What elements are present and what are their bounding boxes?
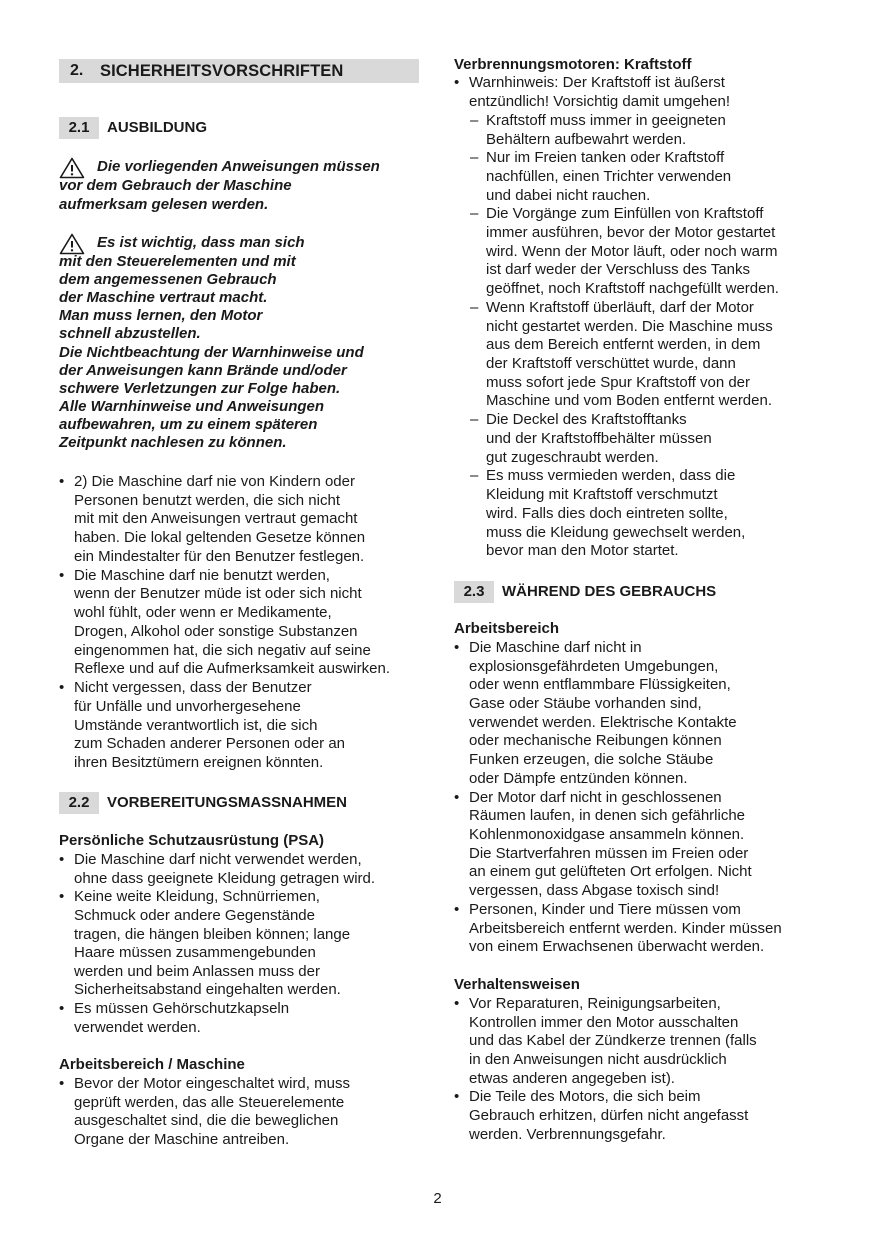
dash-marker: – (470, 411, 479, 428)
warning-text-line: schnell abzustellen. (59, 325, 201, 342)
subsection-title: AUSBILDUNG (107, 119, 207, 136)
warning-text-line: vor dem Gebrauch der Maschine (59, 177, 292, 194)
list-item: Schmuck oder andere Gegenstände (74, 907, 315, 924)
bullet-marker: • (454, 639, 460, 656)
list-item: Maschine und vom Boden entfernt werden. (486, 392, 773, 409)
list-item: ein Mindestalter für den Benutzer festlegen. (74, 548, 365, 565)
bullet-marker: • (454, 901, 460, 918)
warning-triangle-icon (59, 157, 85, 179)
list-item: Funken erzeugen, die solche Stäube (469, 751, 714, 768)
list-item: verwendet werden. Elektrische Kontakte (469, 714, 737, 731)
list-item: Die Maschine darf nicht verwendet werden, (74, 851, 362, 868)
subsection-number: 2.1 (59, 117, 99, 139)
bullet-marker: • (454, 1088, 460, 1105)
subsection-number: 2.3 (454, 581, 494, 603)
list-item: Gebrauch erhitzen, dürfen nicht angefasst (469, 1107, 749, 1124)
warning-text-line: der Maschine vertraut macht. (59, 289, 268, 306)
list-item: etwas anderen angegeben ist). (469, 1070, 675, 1087)
list-item: Räumen laufen, in denen sich gefährliche (469, 807, 746, 824)
list-item: wenn der Benutzer müde ist oder sich nicht (74, 585, 362, 602)
subsection-title: VORBEREITUNGSMASSNAHMEN (107, 794, 348, 811)
behaviour-heading: Verhaltensweisen (454, 976, 580, 993)
section-header (59, 59, 419, 83)
page-number: 2 (433, 1190, 442, 1207)
subsection-number: 2.2 (59, 792, 99, 814)
list-item: mit mit den Anweisungen vertraut gemacht (74, 510, 358, 527)
list-item: ausgeschaltet sind, die die beweglichen (74, 1112, 339, 1129)
list-item: Nur im Freien tanken oder Kraftstoff (486, 149, 725, 166)
bullet-marker: • (454, 789, 460, 806)
warning-text-line: Es ist wichtig, dass man sich (97, 234, 305, 251)
fuel-heading: Verbrennungsmotoren: Kraftstoff (454, 56, 692, 73)
section-number: 2. (70, 62, 84, 79)
work-area-machine-heading: Arbeitsbereich / Maschine (59, 1056, 245, 1073)
psa-heading: Persönliche Schutzausrüstung (PSA) (59, 832, 325, 849)
bullet-marker: • (59, 888, 65, 905)
subsection-2-3-header (454, 581, 826, 603)
list-item: oder Dämpfe entzünden können. (469, 770, 688, 787)
work-area-heading: Arbeitsbereich (454, 620, 560, 637)
list-item: werden und beim Anlassen muss der (74, 963, 320, 980)
list-item: Warnhinweis: Der Kraftstoff ist äußerst (469, 74, 725, 91)
warning-text-line: Man muss lernen, den Motor (59, 307, 263, 324)
list-item: Wenn Kraftstoff überläuft, darf der Motor (486, 299, 754, 316)
list-item: nachfüllen, einen Trichter verwenden (486, 168, 732, 185)
warning-text-line: aufbewahren, um zu einem späteren (59, 416, 318, 433)
list-item: Kleidung mit Kraftstoff verschmutzt (486, 486, 718, 503)
list-item: oder mechanische Reibungen können (469, 732, 722, 749)
list-item: und dabei nicht rauchen. (486, 187, 651, 204)
list-item: Der Motor darf nicht in geschlossenen (469, 789, 722, 806)
warning-text-line: der Anweisungen kann Brände und/oder (59, 362, 347, 379)
list-item: Bevor der Motor eingeschaltet wird, muss (74, 1075, 350, 1092)
list-item: Arbeitsbereich entfernt werden. Kinder müssen (469, 920, 782, 937)
subsection-2-1-header (59, 117, 419, 139)
list-item: verwendet werden. (74, 1019, 201, 1036)
list-item: werden. Verbrennungsgefahr. (469, 1126, 666, 1143)
dash-marker: – (470, 467, 479, 484)
list-item: Organe der Maschine antreiben. (74, 1131, 290, 1148)
list-item: zum Schaden anderer Personen oder an (74, 735, 346, 752)
list-item: Behältern aufbewahrt werden. (486, 131, 687, 148)
list-item: oder wenn entflammbare Flüssigkeiten, (469, 676, 731, 693)
list-item: Keine weite Kleidung, Schnürriemen, (74, 888, 320, 905)
warning-text-line: aufmerksam gelesen werden. (59, 196, 269, 213)
bullet-marker: • (59, 1000, 65, 1017)
list-item: von einem Erwachsenen überwacht werden. (469, 938, 765, 955)
list-item: an einem gut gelüfteten Ort erfolgen. Nicht (469, 863, 752, 880)
warning-text-line: dem angemessenen Gebrauch (59, 271, 277, 288)
warning-triangle-icon (59, 233, 85, 255)
subsection-title: WÄHREND DES GEBRAUCHS (502, 583, 717, 600)
list-item: nicht gestartet werden. Die Maschine muss (486, 318, 773, 335)
list-item: immer ausführen, bevor der Motor gestartet (486, 224, 776, 241)
list-item: Es müssen Gehörschutzkapseln (74, 1000, 290, 1017)
list-item: Nicht vergessen, dass der Benutzer (74, 679, 312, 696)
warning-text-line: mit den Steuerelementen und mit (59, 253, 296, 270)
list-item: Die Startverfahren müssen im Freien oder (469, 845, 749, 862)
list-item: Die Vorgänge zum Einfüllen von Kraftstoff (486, 205, 764, 222)
bullet-marker: • (454, 74, 460, 91)
list-item: 2) Die Maschine darf nie von Kindern oder (74, 473, 355, 490)
list-item: wird. Falls dies doch eintreten sollte, (486, 505, 728, 522)
list-item: Personen benutzt werden, die sich nicht (74, 492, 340, 509)
bullet-marker: • (59, 1075, 65, 1092)
list-item: ihren Besitztümern ereignen könnten. (74, 754, 324, 771)
list-item: Personen, Kinder und Tiere müssen vom (469, 901, 741, 918)
list-item: Vor Reparaturen, Reinigungsarbeiten, (469, 995, 721, 1012)
list-item: Kontrollen immer den Motor ausschalten (469, 1014, 739, 1031)
list-item: gut zugeschraubt werden. (486, 449, 659, 466)
bullet-marker: • (454, 995, 460, 1012)
list-item: Die Maschine darf nie benutzt werden, (74, 567, 330, 584)
warning-text-line: Die Nichtbeachtung der Warnhinweise und (59, 344, 364, 361)
list-item: Sicherheitsabstand eingehalten werden. (74, 981, 341, 998)
list-item: und das Kabel der Zündkerze trennen (falls (469, 1032, 757, 1049)
section-title: SICHERHEITSVORSCHRIFTEN (100, 62, 344, 80)
bullet-marker: • (59, 473, 65, 490)
warning-text-line: Die vorliegenden Anweisungen müssen (97, 158, 380, 175)
list-item: explosionsgefährdeten Umgebungen, (469, 658, 719, 675)
dash-marker: – (470, 149, 479, 166)
bullet-marker: • (59, 679, 65, 696)
list-item: in den Anweisungen nicht ausdrücklich (469, 1051, 727, 1068)
subsection-2-2-header (59, 792, 419, 814)
list-item: wird. Wenn der Motor läuft, oder noch warm (486, 243, 778, 260)
warning-text-line: Alle Warnhinweise und Anweisungen (59, 398, 325, 415)
list-item: Die Deckel des Kraftstofftanks (486, 411, 687, 428)
warning-text-line: Zeitpunkt nachlesen zu können. (59, 434, 287, 451)
list-item: haben. Die lokal geltenden Gesetze können (74, 529, 366, 546)
list-item: Es muss vermieden werden, dass die (486, 467, 736, 484)
list-item: aus dem Bereich entfernt werden, in dem (486, 336, 761, 353)
list-item: bevor man den Motor startet. (486, 542, 679, 559)
list-item: Haare müssen zusammengebunden (74, 944, 316, 961)
list-item: ohne dass geeignete Kleidung getragen wird. (74, 870, 376, 887)
list-item: für Unfälle und unvorhergesehene (74, 698, 301, 715)
list-item: der Kraftstoff verschüttet wurde, dann (486, 355, 736, 372)
list-item: Die Maschine darf nicht in (469, 639, 642, 656)
dash-marker: – (470, 112, 479, 129)
warning-text-line: schwere Verletzungen zur Folge haben. (59, 380, 341, 397)
list-item: eingenommen hat, die sich negativ auf seine (74, 642, 371, 659)
list-item: entzündlich! Vorsichtig damit umgehen! (469, 93, 730, 110)
list-item: Kraftstoff muss immer in geeigneten (486, 112, 726, 129)
list-item: geöffnet, noch Kraftstoff nachgefüllt werden. (486, 280, 779, 297)
list-item: ist darf weder der Verschluss des Tanks (486, 261, 751, 278)
dash-marker: – (470, 205, 479, 222)
list-item: Reflexe und auf die Aufmerksamkeit auswirken. (74, 660, 390, 677)
list-item: tragen, die hängen bleiben können; lange (74, 926, 351, 943)
dash-marker: – (470, 299, 479, 316)
list-item: Drogen, Alkohol oder sonstige Substanzen (74, 623, 358, 640)
list-item: wohl fühlt, oder wenn er Medikamente, (74, 604, 332, 621)
list-item: Gase oder Stäube vorhanden sind, (469, 695, 702, 712)
list-item: vergessen, dass Abgase toxisch sind! (469, 882, 720, 899)
bullet-marker: • (59, 851, 65, 868)
list-item: Die Teile des Motors, die sich beim (469, 1088, 701, 1105)
list-item: Umstände verantwortlich ist, die sich (74, 717, 318, 734)
list-item: und der Kraftstoffbehälter müssen (486, 430, 712, 447)
list-item: muss sofort jede Spur Kraftstoff von der (486, 374, 751, 391)
list-item: geprüft werden, das alle Steuerelemente (74, 1094, 345, 1111)
list-item: Kohlenmonoxidgase ansammeln können. (469, 826, 745, 843)
bullet-marker: • (59, 567, 65, 584)
list-item: muss die Kleidung gewechselt werden, (486, 524, 746, 541)
